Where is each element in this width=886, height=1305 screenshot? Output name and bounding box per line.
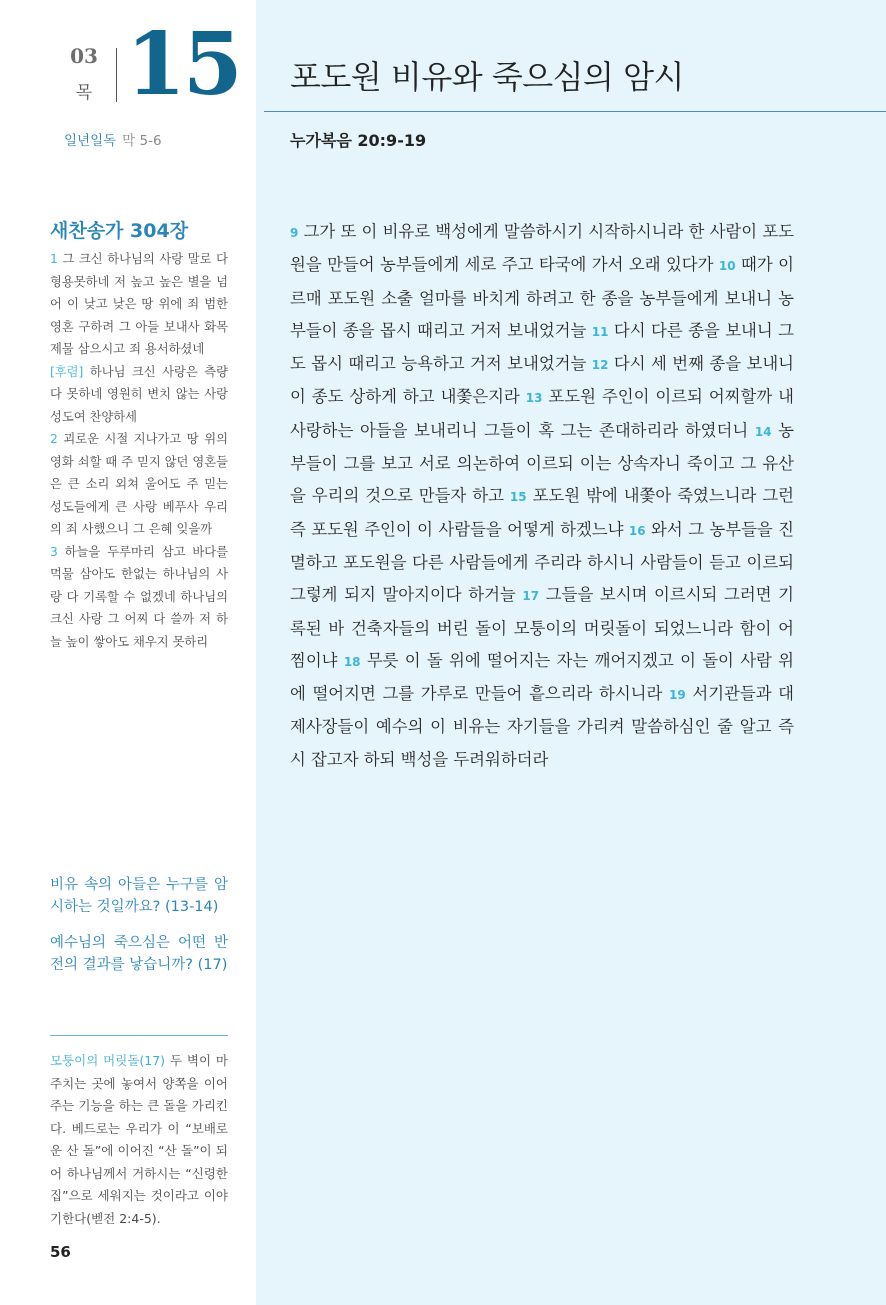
verse-number: 16 <box>628 523 646 538</box>
sidebar <box>0 0 256 1305</box>
question-1: 비유 속의 아들은 누구를 암시하는 것일까요? (13-14) <box>50 877 228 915</box>
verse-text: 포도원 주인이 이르되 어찌할까 내 사랑하는 아들을 보내리니 그들이 혹 그는 존대하리라 하였더니 <box>290 387 794 440</box>
title-divider <box>264 111 886 112</box>
verse-text: 와서 그 농부들을 진멸하고 포도원을 다른 사람들에게 주리라 하시니 사람들이 듣고 이르되 그렇게 되지 말아지이다 하거늘 <box>290 519 795 605</box>
month-number: 03 <box>70 44 98 68</box>
weekday: 목 <box>75 83 93 103</box>
word-note <box>50 1050 228 1230</box>
hymn-verse-text: 하늘을 두루마리 삼고 바다를 먹물 삼아도 한없는 하나님의 사랑 다 기록할 수 없겠네 하나님의 크신 사랑 그 어찌 다 쓸까 저 하늘 높이 쌓아도 채우지 못하리 <box>50 544 228 649</box>
sidebar-divider <box>50 1035 228 1036</box>
yearly-reading-label: 일년일독 <box>64 133 117 149</box>
scripture-text <box>290 216 794 776</box>
hymn-verse-text: 그 크신 하나님의 사랑 말로 다 형용못하네 저 높고 높은 별을 넘어 이 낮고 낮은 땅 위에 죄 범한 영혼 구하려 그 아들 보내사 화목 제물 삼으시고 죄 용서하셨네 <box>50 252 228 356</box>
hymn-chorus-text: 하나님 크신 사랑은 측량 다 못하네 영원히 변치 않는 사랑 성도여 찬양하세 <box>50 364 228 424</box>
yearly-reading-reference: 막 5-6 <box>122 133 162 149</box>
hymn-title: 새찬송가 304장 <box>50 220 189 242</box>
hymn-verse-number: 3 <box>50 544 58 559</box>
hymn-verse-number: 1 <box>50 252 58 266</box>
hymn-chorus-label: [후렴] <box>50 364 84 379</box>
hymn-verse-text: 괴로운 시절 지나가고 땅 위의 영화 쇠할 때 주 믿지 않던 영혼들은 큰 소리 외쳐 울어도 주 믿는 성도들에게 큰 사랑 베푸사 우리의 죄 사했으니 그 은혜 잊을까 <box>50 432 228 536</box>
verse-text: 다시 다른 종을 보내니 그도 몹시 때리고 능욕하고 거저 보내었거늘 <box>290 320 794 374</box>
verse-text: 무릇 이 돌 위에 떨어지는 자는 깨어지겠고 이 돌이 사람 위에 떨어지면 그를 가루로 만들어 흩으리라 하시니라 <box>290 650 794 704</box>
verse-number: 13 <box>525 391 543 406</box>
verse-number: 12 <box>591 358 609 373</box>
word-note-heading: 모퉁이의 머릿돌(17) <box>50 1053 166 1068</box>
date-divider <box>116 48 117 102</box>
verse-number: 9 <box>290 226 299 240</box>
hymn-verse-number: 2 <box>50 432 58 446</box>
verse-number: 17 <box>522 589 540 604</box>
page-number: 56 <box>50 1243 71 1261</box>
question-2: 예수님의 죽으심은 어떤 반전의 결과를 낳습니까? (17) <box>50 935 228 973</box>
verse-number: 11 <box>591 324 609 339</box>
verse-text: 그들을 보시며 이르시되 그러면 기록된 바 건축자들의 버린 돌이 모퉁이의 머릿돌이 되었느니라 함이 어찜이냐 <box>290 585 795 670</box>
word-note-text: 두 벽이 마주치는 곳에 놓여서 양쪽을 이어주는 기능을 하는 큰 돌을 가리킨다. 베드로는 우리가 이 “보배로운 산 돌”에 이어진 “산 돌”이 되어 하나님께서 거하시는 “신령한 집”으로 세워지는 것이라고 이야기한다(벧전 2:4-5). <box>50 1053 228 1226</box>
page-title: 포도원 비유와 죽으심의 암시 <box>290 58 684 96</box>
day-number: 15 <box>126 14 240 115</box>
verse-text: 포도원 밖에 내쫓아 죽였느니라 그런즉 포도원 주인이 이 사람들을 어떻게 하겠느냐 <box>290 486 795 539</box>
verse-number: 15 <box>509 490 527 505</box>
passage-reference: 누가복음 20:9-19 <box>290 131 427 150</box>
verse-number: 10 <box>718 259 736 274</box>
verse-text: 그가 또 이 비유로 백성에게 말씀하시기 시작하시니라 한 사람이 포도원을 만들어 농부들에게 세로 주고 타국에 가서 오래 있다가 <box>290 222 794 275</box>
verse-text: 농부들이 그를 보고 서로 의논하여 이르되 이는 상속자니 죽이고 그 유산을 우리의 것으로 만들자 하고 <box>290 420 795 506</box>
reflection-questions <box>50 874 228 990</box>
verse-text: 서기관들과 대제사장들이 예수의 이 비유는 자기들을 가리켜 말씀하심인 줄 알고 즉시 잡고자 하되 백성을 두려워하더라 <box>290 684 794 769</box>
verse-number: 19 <box>669 688 686 703</box>
verse-text: 때가 이르매 포도원 소출 얼마를 바치게 하려고 한 종을 농부들에게 보내니 농부들이 종을 몹시 때리고 거저 보내었거늘 <box>290 255 794 340</box>
yearly-reading <box>64 129 162 149</box>
hymn-lyrics <box>50 248 228 653</box>
verse-number: 14 <box>754 424 772 439</box>
verse-text: 다시 세 번째 종을 보내니 이 종도 상하게 하고 내쫓은지라 <box>290 354 794 407</box>
verse-number: 18 <box>343 654 361 669</box>
